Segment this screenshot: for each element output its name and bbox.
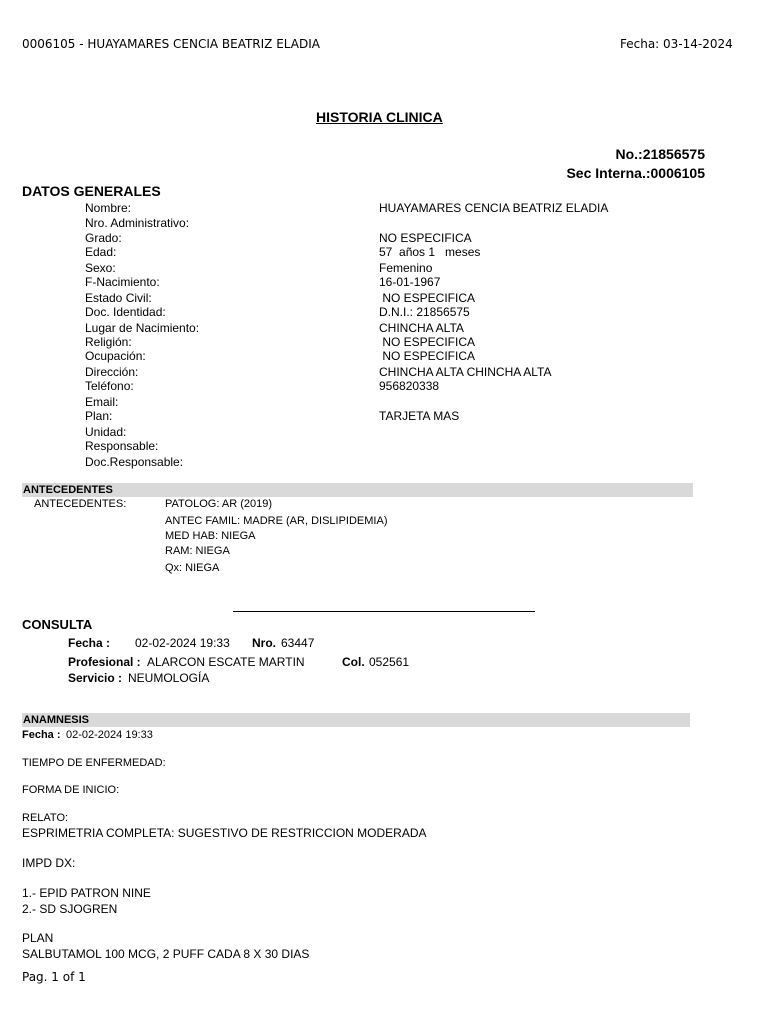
antecedentes-line: RAM: NIEGA (165, 545, 230, 557)
consulta-servicio-label: Servicio : (68, 671, 123, 685)
anamnesis-band (22, 713, 690, 727)
datos-label: Email: (85, 395, 119, 409)
patient-header: 0006105 - HUAYAMARES CENCIA BEATRIZ ELADIA (22, 37, 320, 51)
section-divider (233, 611, 535, 612)
relato-label: RELATO: (22, 812, 69, 824)
datos-value: NO ESPECIFICA (379, 349, 476, 363)
consulta-col-label: Col. (342, 655, 365, 669)
consulta-profesional-value: ALARCON ESCATE MARTIN (147, 655, 305, 669)
datos-value: 956820338 (379, 379, 440, 393)
page-number: Pag. 1 of 1 (22, 970, 86, 984)
plan-text: SALBUTAMOL 100 MCG, 2 PUFF CADA 8 X 30 DIAS (22, 947, 310, 961)
page-title: HISTORIA CLINICA (316, 109, 443, 125)
record-number: No.:21856575 (615, 146, 705, 162)
datos-label: Edad: (85, 245, 117, 259)
datos-label: Sexo: (85, 261, 116, 275)
datos-value: 16-01-1967 (379, 275, 441, 289)
datos-label: Doc.Responsable: (85, 455, 184, 469)
consulta-col-value: 052561 (369, 655, 410, 669)
diagnosis-item: 1.- EPID PATRON NINE (22, 886, 151, 900)
datos-label: Doc. Identidad: (85, 305, 166, 319)
anamnesis-fecha-value: 02-02-2024 19:33 (66, 729, 153, 741)
datos-label: Plan: (85, 409, 113, 423)
consulta-nro-value: 63447 (281, 636, 315, 650)
consulta-nro-label: Nro. (252, 636, 276, 650)
datos-value: CHINCHA ALTA CHINCHA ALTA (379, 365, 552, 379)
datos-label: Nombre: (85, 201, 132, 215)
datos-value: CHINCHA ALTA (379, 321, 464, 335)
anamnesis-heading: ANAMNESIS (23, 714, 90, 726)
internal-sequence: Sec Interna.:0006105 (566, 165, 705, 181)
consulta-profesional-label: Profesional : (68, 655, 141, 669)
datos-label: Grado: (85, 231, 122, 245)
consulta-fecha-value: 02-02-2024 19:33 (135, 636, 230, 650)
antecedentes-line: Qx: NIEGA (165, 562, 220, 574)
datos-value: NO ESPECIFICA (379, 335, 476, 349)
datos-label: Lugar de Nacimiento: (85, 321, 200, 335)
consulta-fecha-label: Fecha : (68, 636, 111, 650)
datos-value: D.N.I.: 21856575 (379, 305, 470, 319)
datos-label: Nro. Administrativo: (85, 216, 190, 230)
plan-label: PLAN (22, 931, 54, 945)
consulta-servicio-value: NEUMOLOGÍA (128, 671, 210, 685)
datos-value: Femenino (379, 261, 433, 275)
datos-value: HUAYAMARES CENCIA BEATRIZ ELADIA (379, 201, 609, 215)
datos-value: 57 años 1 meses (379, 245, 481, 259)
antecedentes-line: ANTEC FAMIL: MADRE (AR, DISLIPIDEMIA) (165, 515, 388, 527)
datos-generales-heading: DATOS GENERALES (22, 183, 161, 199)
relato-text: ESPRIMETRIA COMPLETA: SUGESTIVO DE RESTRICCION MODERADA (22, 826, 427, 840)
datos-label: Ocupación: (85, 349, 146, 363)
antecedentes-band (22, 483, 693, 497)
print-date: Fecha: 03-14-2024 (620, 37, 733, 51)
datos-label: F-Nacimiento: (85, 275, 160, 289)
antecedentes-label: ANTECEDENTES: (34, 498, 127, 510)
antecedentes-line: PATOLOG: AR (2019) (165, 498, 272, 510)
impd-dx-label: IMPD DX: (22, 856, 76, 870)
datos-label: Teléfono: (85, 379, 134, 393)
diagnosis-item: 2.- SD SJOGREN (22, 902, 118, 916)
datos-label: Religión: (85, 335, 132, 349)
forma-inicio: FORMA DE INICIO: (22, 784, 120, 796)
datos-label: Unidad: (85, 425, 127, 439)
datos-value: NO ESPECIFICA (379, 291, 476, 305)
datos-value: NO ESPECIFICA (379, 231, 472, 245)
datos-value: TARJETA MAS (379, 409, 460, 423)
datos-label: Responsable: (85, 439, 159, 453)
consulta-heading: CONSULTA (22, 617, 93, 632)
anamnesis-fecha-label: Fecha : (22, 729, 61, 741)
tiempo-enfermedad: TIEMPO DE ENFERMEDAD: (22, 757, 166, 769)
antecedentes-line: MED HAB: NIEGA (165, 530, 256, 542)
antecedentes-heading: ANTECEDENTES (23, 484, 113, 496)
datos-label: Dirección: (85, 365, 139, 379)
datos-label: Estado Civil: (85, 291, 152, 305)
